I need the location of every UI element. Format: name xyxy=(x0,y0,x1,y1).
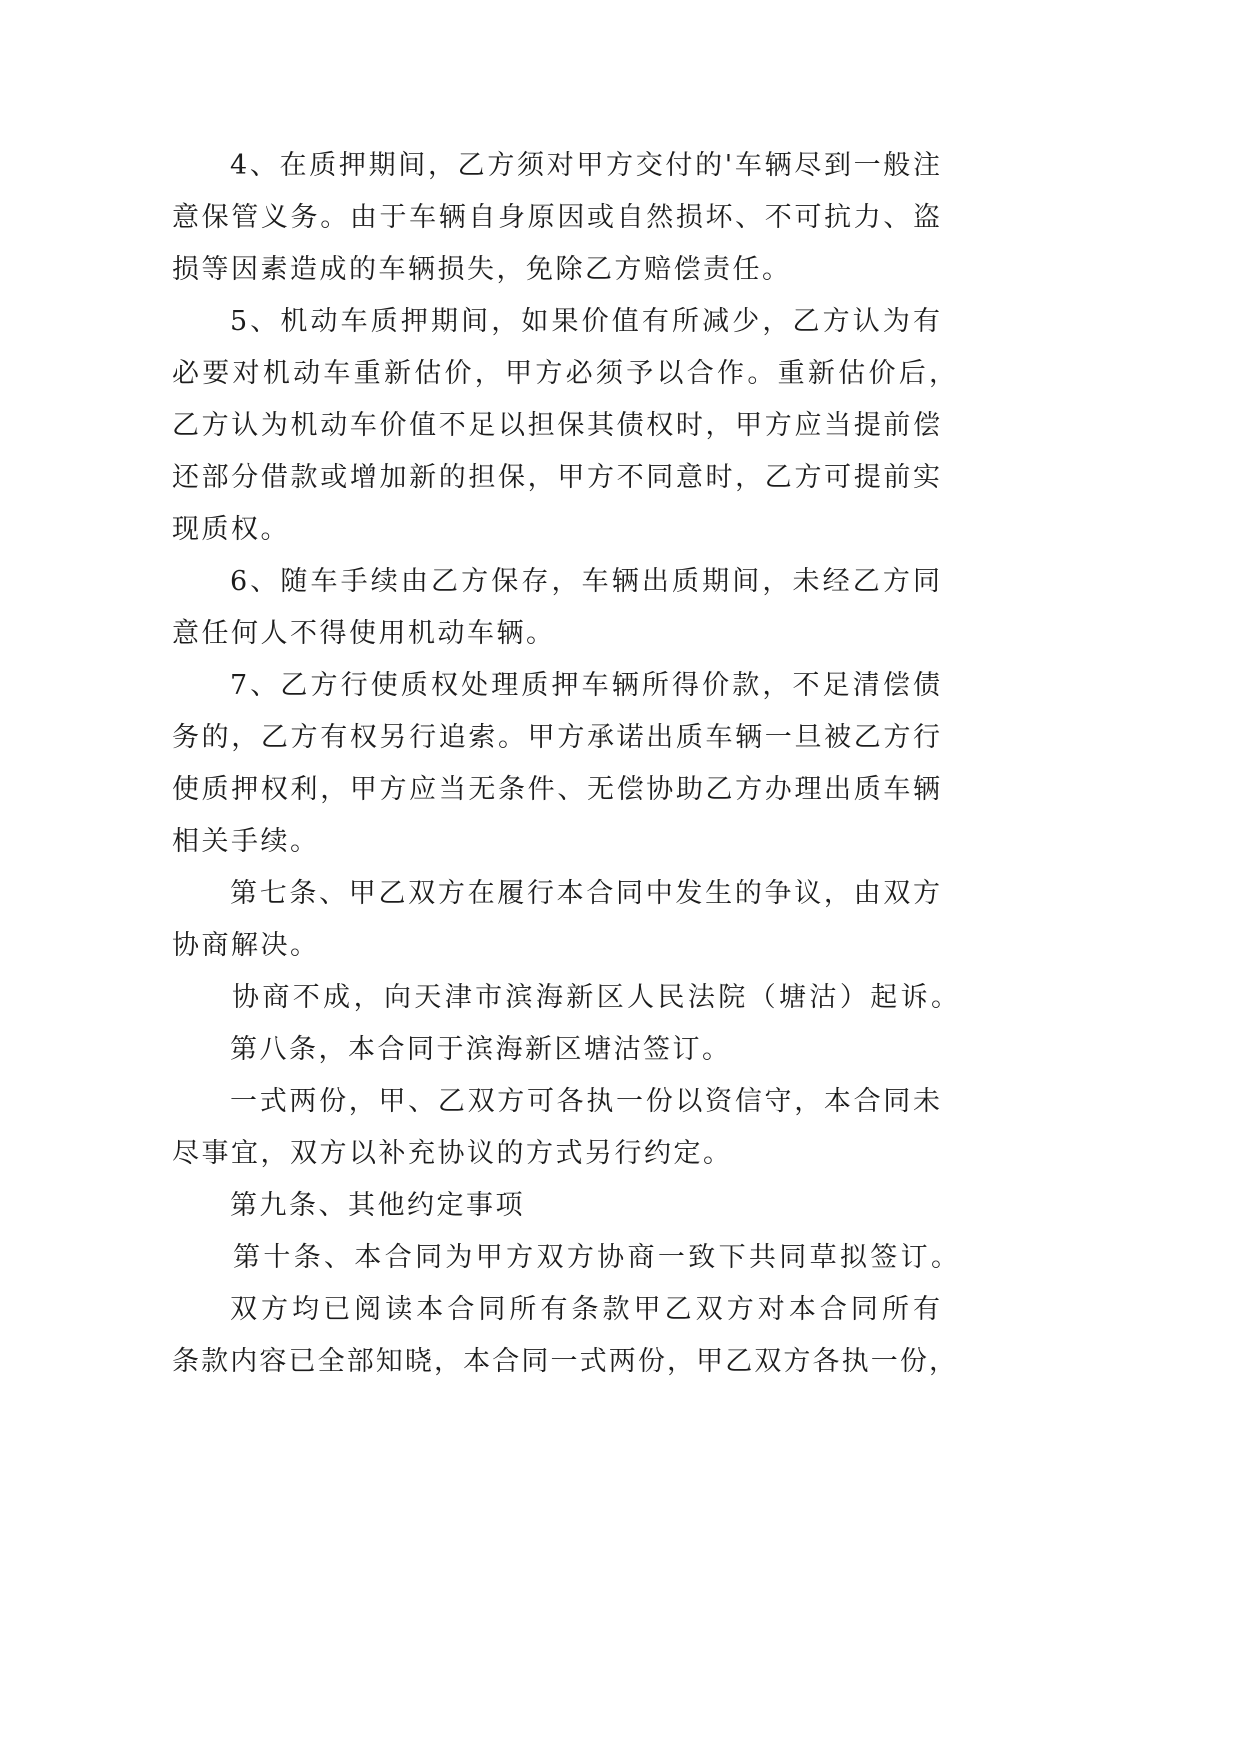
text-line: 6、随车手续由乙方保存，车辆出质期间，未经乙方同 xyxy=(230,566,940,597)
text-line: 第十条、本合同为甲方双方协商一致下共同草拟签订。 xyxy=(233,1242,958,1273)
text-line: 第九条、其他约定事项 xyxy=(230,1190,525,1221)
text-line: 尽事宜，双方以补充协议的方式另行约定。 xyxy=(172,1138,733,1169)
text-line: 损等因素造成的车辆损失，免除乙方赔偿责任。 xyxy=(172,254,792,285)
text-line: 还部分借款或增加新的担保，甲方不同意时，乙方可提前实 xyxy=(172,462,940,493)
text-line: 第八条，本合同于滨海新区塘沽签订。 xyxy=(230,1034,732,1065)
text-line: 7、乙方行使质权处理质押车辆所得价款，不足清偿债 xyxy=(230,670,940,701)
text-line: 相关手续。 xyxy=(172,826,320,857)
text-line: 意保管义务。由于车辆自身原因或自然损坏、不可抗力、盗 xyxy=(172,202,940,233)
text-line: 4、在质押期间，乙方须对甲方交付的'车辆尽到一般注 xyxy=(230,150,940,181)
text-line: 协商解决。 xyxy=(172,930,320,961)
text-line: 第七条、甲乙双方在履行本合同中发生的争议，由双方 xyxy=(230,878,940,909)
text-line: 双方均已阅读本合同所有条款甲乙双方对本合同所有 xyxy=(230,1294,940,1325)
text-line: 条款内容已全部知晓，本合同一式两份，甲乙双方各执一份， xyxy=(172,1346,956,1377)
text-line: 现质权。 xyxy=(172,514,290,545)
text-line: 意任何人不得使用机动车辆。 xyxy=(172,618,556,649)
text-line: 务的，乙方有权另行追索。甲方承诺出质车辆一旦被乙方行 xyxy=(172,722,940,753)
text-line: 使质押权利，甲方应当无条件、无偿协助乙方办理出质车辆 xyxy=(172,774,940,805)
text-line: 乙方认为机动车价值不足以担保其债权时，甲方应当提前偿 xyxy=(172,410,940,441)
text-line: 一式两份，甲、乙双方可各执一份以资信守，本合同未 xyxy=(230,1086,940,1117)
text-line: 必要对机动车重新估价，甲方必须予以合作。重新估价后， xyxy=(172,358,956,389)
text-line: 协商不成，向天津市滨海新区人民法院（塘沽）起诉。 xyxy=(232,982,958,1013)
text-line: 5、机动车质押期间，如果价值有所减少，乙方认为有 xyxy=(230,306,940,337)
